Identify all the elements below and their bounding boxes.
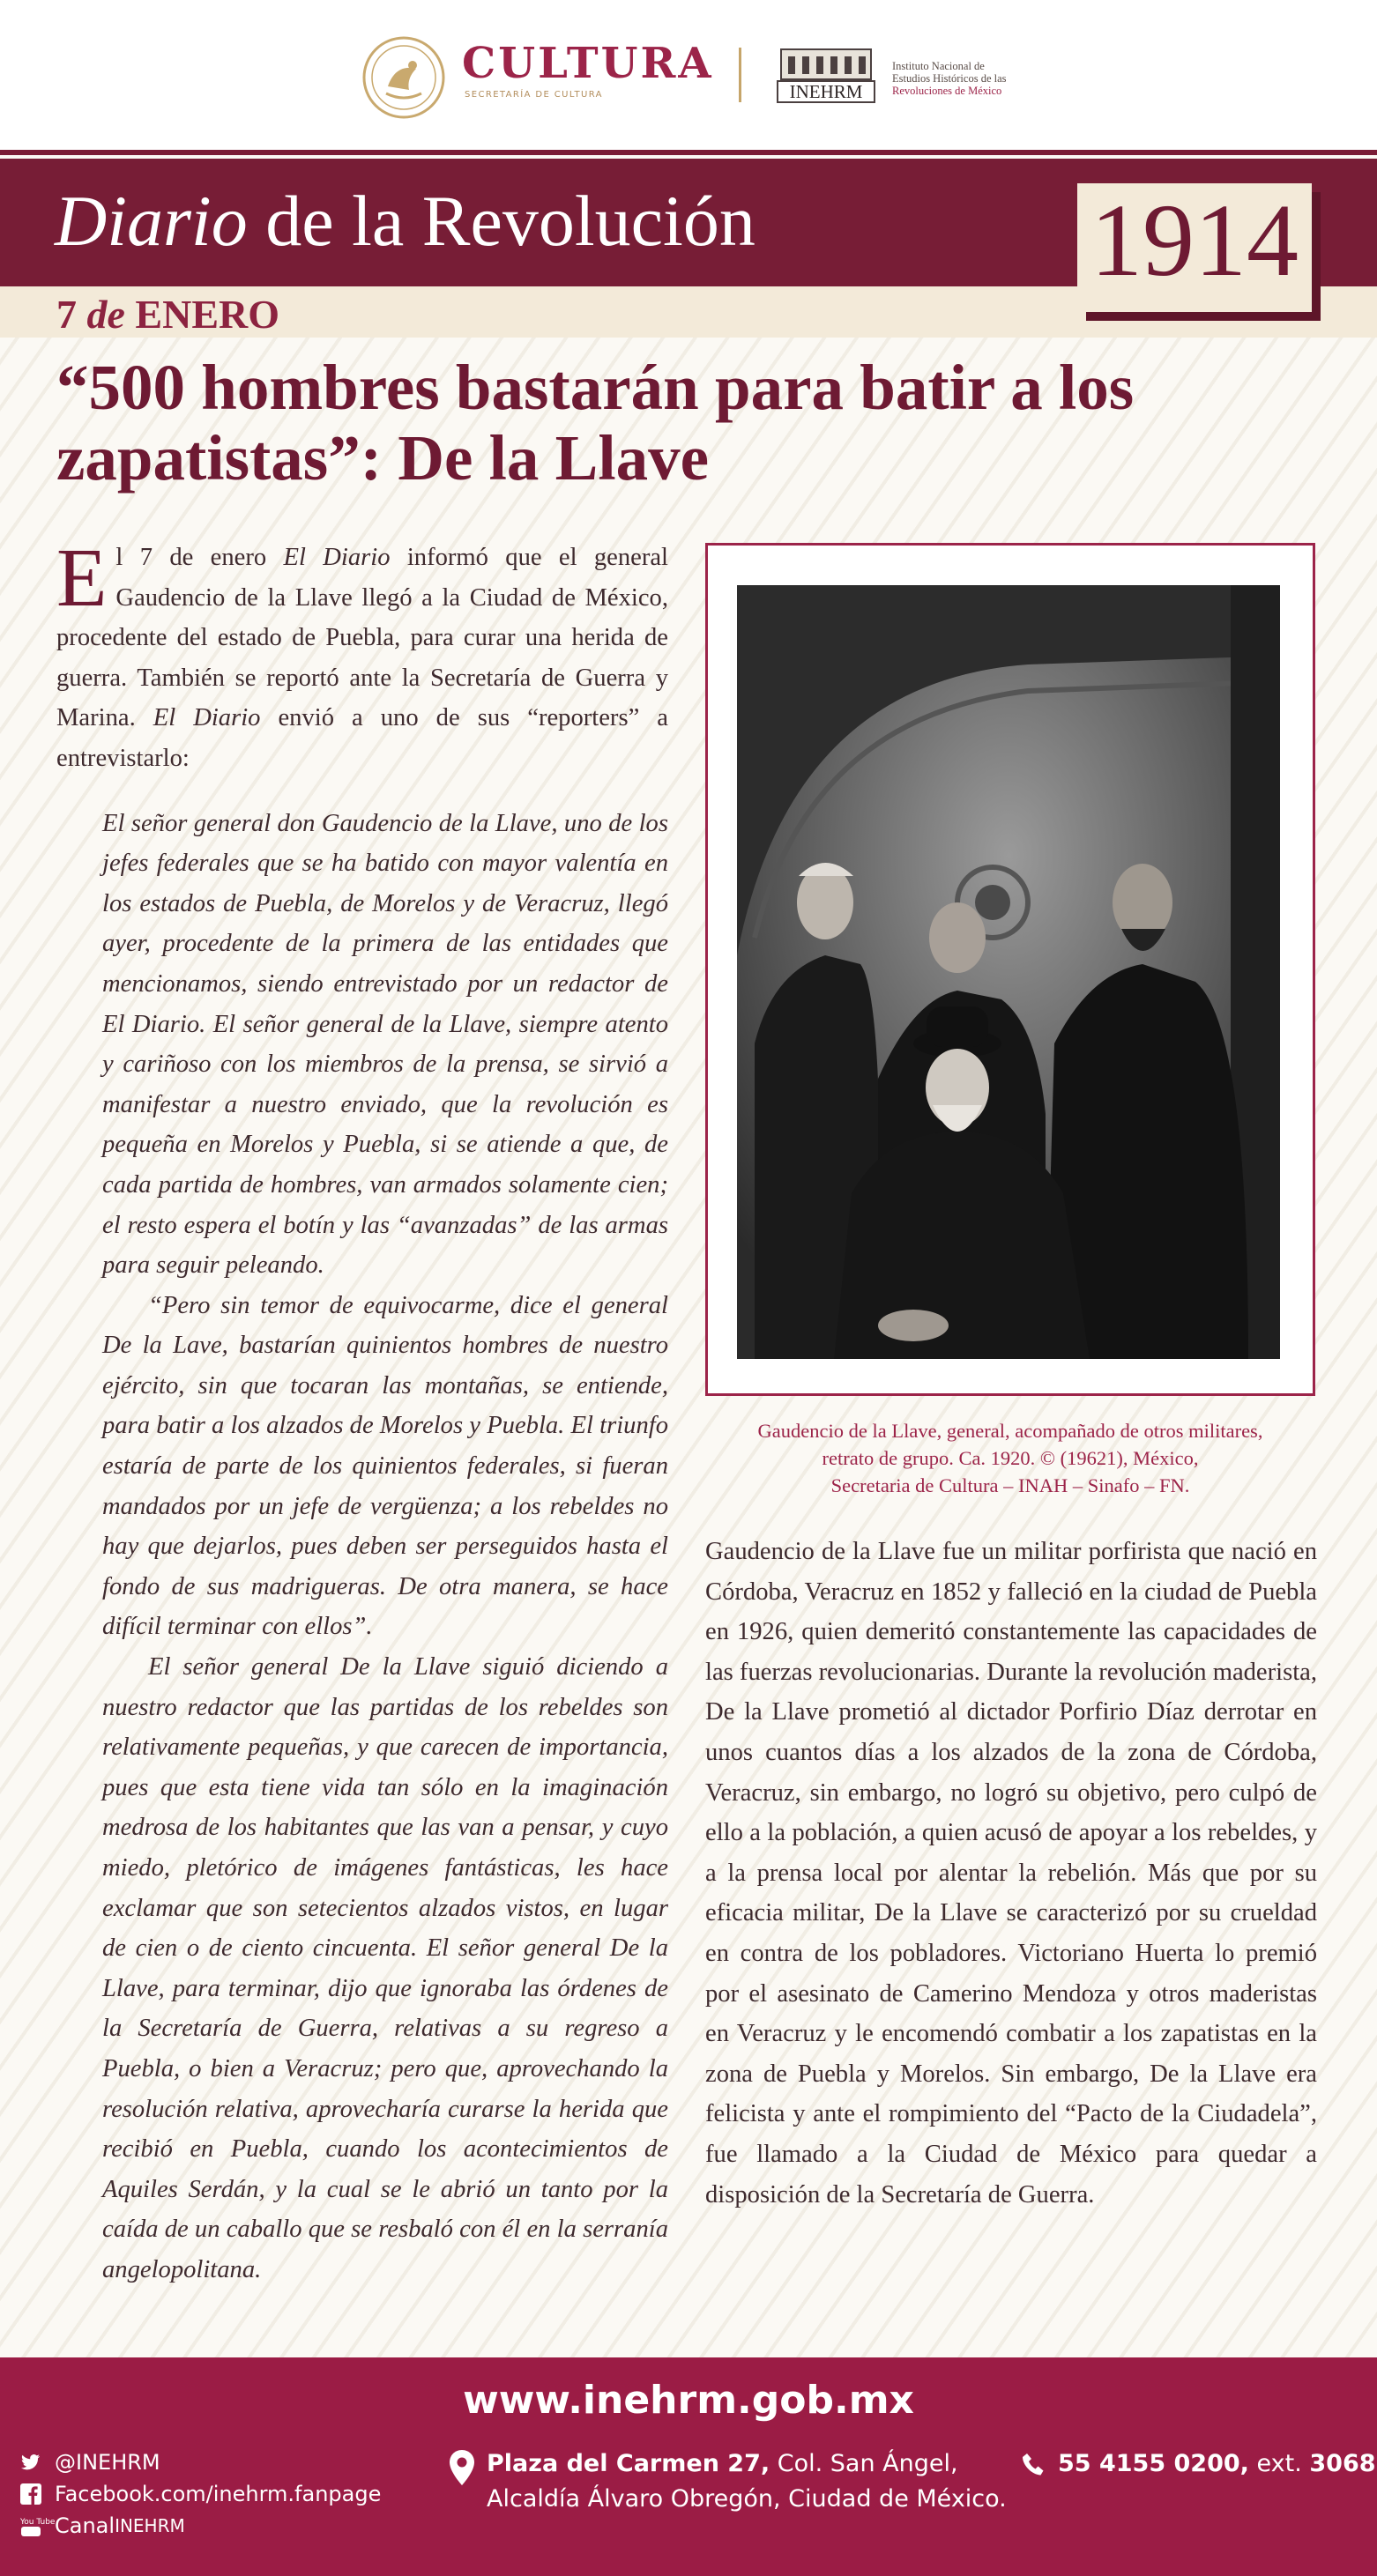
- facebook-url: Facebook.com/inehrm.fanpage: [55, 2482, 382, 2506]
- date-month: ENERO: [135, 292, 280, 337]
- phone-main: 55 4155 0200,: [1058, 2450, 1249, 2477]
- series-title-italic: Diario: [55, 181, 248, 261]
- inehrm-logo-text: INEHRM: [789, 81, 863, 102]
- group-portrait-photo: [737, 585, 1280, 1359]
- address-line-2: Alcaldía Álvaro Obregón, Ciudad de México.: [487, 2485, 1007, 2513]
- intro-text-3: informó que el general Gaudencio de la Llave llegó a la Ciudad de México, procedente del estado de Puebla, para curar una herida de guerra. También se reportó ante la Secretaría de Guerra y Marina.: [56, 544, 668, 732]
- inehrm-line-2: Estudios Históricos de las: [892, 72, 1007, 85]
- caption-line-1: Gaudencio de la Llave, general, acompañado de otros militares,: [757, 1420, 1263, 1442]
- date-day: 7: [56, 292, 77, 337]
- series-title: [55, 181, 755, 261]
- series-title-rest: de la Revolución: [247, 181, 755, 261]
- address: [487, 2446, 1007, 2517]
- intro-text-5: envió a uno de sus “reporters” a entrevistarlo:: [56, 704, 668, 772]
- address-colony: Col. San Ángel,: [770, 2450, 958, 2477]
- address-street: Plaza del Carmen 27,: [487, 2450, 770, 2477]
- header-divider: [739, 48, 741, 102]
- inehrm-building-icon: [776, 46, 876, 104]
- caption-line-2: retrato de grupo. Ca. 1920. © (19621), México,: [822, 1447, 1199, 1469]
- inehrm-line-3: Revoluciones de México: [892, 85, 1002, 97]
- youtube-link[interactable]: [19, 2510, 381, 2542]
- twitter-link[interactable]: [19, 2446, 381, 2478]
- youtube-icon-text: You Tube: [20, 2518, 56, 2527]
- twitter-icon: [19, 2451, 42, 2474]
- drop-cap: E: [56, 532, 108, 624]
- inehrm-line-1: Instituto Nacional de: [892, 60, 985, 72]
- website-link[interactable]: www.inehrm.gob.mx: [463, 2378, 914, 2423]
- quote-paragraph-3: El señor general De la Llave siguió diciendo a nuestro redactor que las partidas de los rebeldes son relativamente pequeñas, y que carecen de importancia, pues que esta tiene vida tan sólo en la imaginación medrosa de los habitantes que las van a pensar, y cuyo miedo, pletórico de imágenes fantásticas, les hace exclamar que son setecientos alzados vistos, en lugar de cien o de ciento cincuenta. El señor general De la Llave, para terminar, dijo que ignoraba las órdenes de la Secretaría de Guerra, relativas a su regreso a Puebla, o bien a Veracruz; pero que, aprovechando la resolución relativa, aprovecharía curarse la herida que recibió en Puebla, cuando los acontecimientos de Aquiles Serdán, y la cual se le abrió un tanto por la caída de un caballo que se resbaló con él en la serranía angelopolitana.: [102, 1653, 668, 2283]
- phone-number[interactable]: [1058, 2446, 1376, 2482]
- intro-text-4: El Diario: [153, 704, 261, 732]
- intro-paragraph: [56, 532, 668, 779]
- intro-text-1: l 7 de enero: [115, 544, 284, 571]
- address-line-1: [487, 2446, 1007, 2482]
- phone-ext-label: ext.: [1248, 2450, 1310, 2477]
- twitter-handle: @INEHRM: [55, 2450, 160, 2475]
- mexico-seal-icon: [361, 35, 446, 120]
- inehrm-name: [892, 60, 1068, 97]
- right-column-text: Gaudencio de la Llave fue un militar porfirista que nació en Córdoba, Veracruz en 1852 y falleció en la ciudad de Puebla en 1926, quien demeritó constantemente las capacidades de las fuerzas revolucionarias. Durante la revolución maderista, De la Llave prometió al dictador Porfirio Díaz derrotar en unos cuantos días a los alzados de la zona de Córdoba, Veracruz, sin embargo, no logró su objetivo, pero culpó de ello a la población, a quien acusó de apoyar a los rebeldes, y a la prensa local por alentar la rebelión. Más que por su eficacia militar, De la Llave se caracterizó por su crueldad en contra de los pobladores. Victoriano Huerta lo premió por el asesinato de Camerino Mendoza y otros maderistas en Veracruz y le encomendó combatir a los zapatistas en la zona de Puebla y Morelos. Sin embargo, De la Llave era felicista y ante el rompimiento del “Pacto de la Ciudadela”, fue llamado a la Ciudad de México para quedar a disposición de la Secretaría de Guerra.: [705, 1538, 1317, 2209]
- youtube-label: Canal: [55, 2513, 115, 2538]
- facebook-icon: [19, 2483, 42, 2505]
- youtube-channel-name: INEHRM: [115, 2515, 185, 2536]
- facebook-link[interactable]: [19, 2478, 381, 2510]
- issue-date: [56, 291, 279, 338]
- quote-paragraph-2: “Pero sin temor de equivocarme, dice el general De la Lave, bastarían quinientos hombres de nuestro ejército, sin que tocaran las montañas, se entiende, para batir a los alzados de Morelos y Puebla. El triunfo estaría de parte de los quinientos federales, si fueran mandados por un jefe de vergüenza; a los rebeldes no hay que dejarlos, pues deben ser perseguidos hasta el fondo de sus madrigueras. De otra manera, se hace difícil terminar con ellos”.: [102, 1291, 668, 1641]
- youtube-icon: [19, 2514, 56, 2537]
- photo-caption: [705, 1417, 1315, 1499]
- intro-text-2: El Diario: [283, 544, 391, 571]
- phone-icon: [1021, 2452, 1046, 2478]
- caption-line-3: Secretaria de Cultura – INAH – Sinafo – FN.: [830, 1474, 1190, 1496]
- year-label: 1914: [1090, 182, 1299, 298]
- quote-paragraph-1: El señor general don Gaudencio de la Llave, uno de los jefes federales que se ha batido con mayor valentía en los estados de Puebla, de Morelos y de Veracruz, llegó ayer, procedente de la primera de las entidades que mencionamos, siendo entrevistado por un redactor de El Diario. El señor general de la Llave, siempre atento y cariñoso con los miembros de la prensa, se sirvió a manifestar a nuestro enviado, que la revolución es pequeña en Morelos y Puebla, si se atiende a que, de cada partida de hombres, van armados solamente cien; el resto espera el botín y las “avanzadas” de las armas para seguir peleando.: [102, 809, 668, 1280]
- cultura-subtitle: SECRETARÍA DE CULTURA: [465, 90, 603, 100]
- article-headline: “500 hombres bastarán para batir a los zapatistas”: De la Llave: [56, 352, 1135, 494]
- date-de: de: [77, 292, 136, 337]
- banner-top-rule: [0, 150, 1377, 155]
- left-column: [56, 532, 668, 2290]
- cultura-logo-text: CULTURA: [462, 39, 714, 88]
- social-links: [19, 2446, 381, 2542]
- location-pin-icon: [448, 2448, 476, 2487]
- phone-ext-number: 3068: [1309, 2450, 1376, 2477]
